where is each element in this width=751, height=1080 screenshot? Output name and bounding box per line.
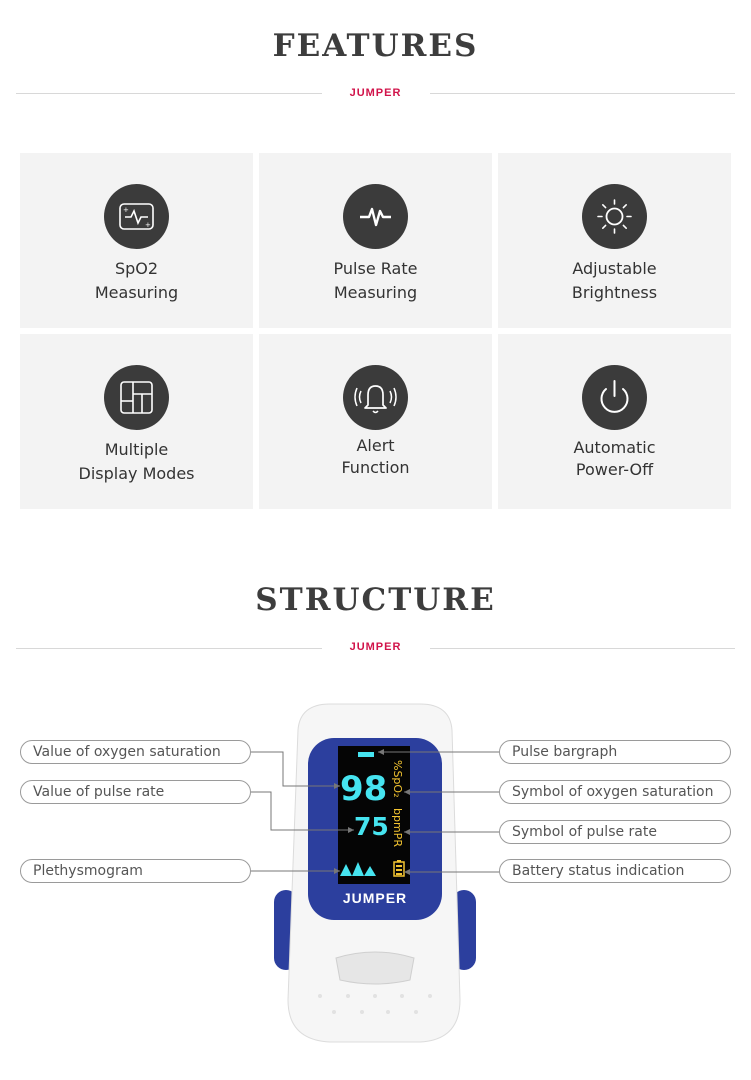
structure-brand-logo: JUMPER — [349, 641, 402, 653]
spo2-monitor-icon — [104, 184, 169, 249]
device-brand: JUMPER — [342, 890, 408, 906]
callout-oxygen-saturation-value: Value of oxygen saturation — [20, 740, 251, 764]
structure-title: STRUCTURE — [255, 582, 496, 618]
feature-label: Adjustable Brightness — [571, 259, 658, 302]
sun-brightness-icon — [582, 184, 647, 249]
feature-tile-brightness — [498, 153, 731, 328]
feature-tile-alert — [259, 334, 492, 509]
power-icon — [582, 365, 647, 430]
feature-label: Alert Function — [341, 436, 410, 477]
svg-text:+: + — [123, 206, 129, 214]
pulse-value: 75 — [354, 812, 389, 841]
feature-label: Automatic Power-Off — [573, 438, 656, 479]
callout-pulse-rate-value: Value of pulse rate — [20, 780, 251, 804]
display-modes-icon — [104, 365, 169, 430]
alarm-bell-icon — [343, 365, 408, 430]
pulse-oximeter-device — [270, 700, 480, 1045]
feature-label: SpO2 Measuring — [94, 259, 179, 302]
feature-label: Pulse Rate Measuring — [333, 259, 418, 302]
callout-battery-status: Battery status indication — [499, 859, 731, 883]
spo2-value: 98 — [340, 769, 388, 809]
feature-tile-pulse-rate — [259, 153, 492, 328]
pulse-symbol: bpmPR — [391, 808, 404, 847]
callout-pulse-rate-symbol: Symbol of pulse rate — [499, 820, 731, 844]
feature-tile-display-modes — [20, 334, 253, 509]
feature-tile-auto-power-off — [498, 334, 731, 509]
callout-oxygen-saturation-symbol: Symbol of oxygen saturation — [499, 780, 731, 804]
callout-plethysmogram: Plethysmogram — [20, 859, 251, 883]
pulse-wave-icon — [343, 184, 408, 249]
features-brand-logo: JUMPER — [349, 87, 402, 99]
features-title: FEATURES — [272, 28, 479, 64]
feature-label: Multiple Display Modes — [78, 440, 195, 483]
callout-pulse-bargraph: Pulse bargraph — [499, 740, 731, 764]
spo2-symbol: %SpO₂ — [391, 760, 404, 798]
feature-tile-spo2 — [20, 153, 253, 328]
svg-text:+: + — [145, 221, 151, 229]
power-button — [336, 952, 414, 984]
